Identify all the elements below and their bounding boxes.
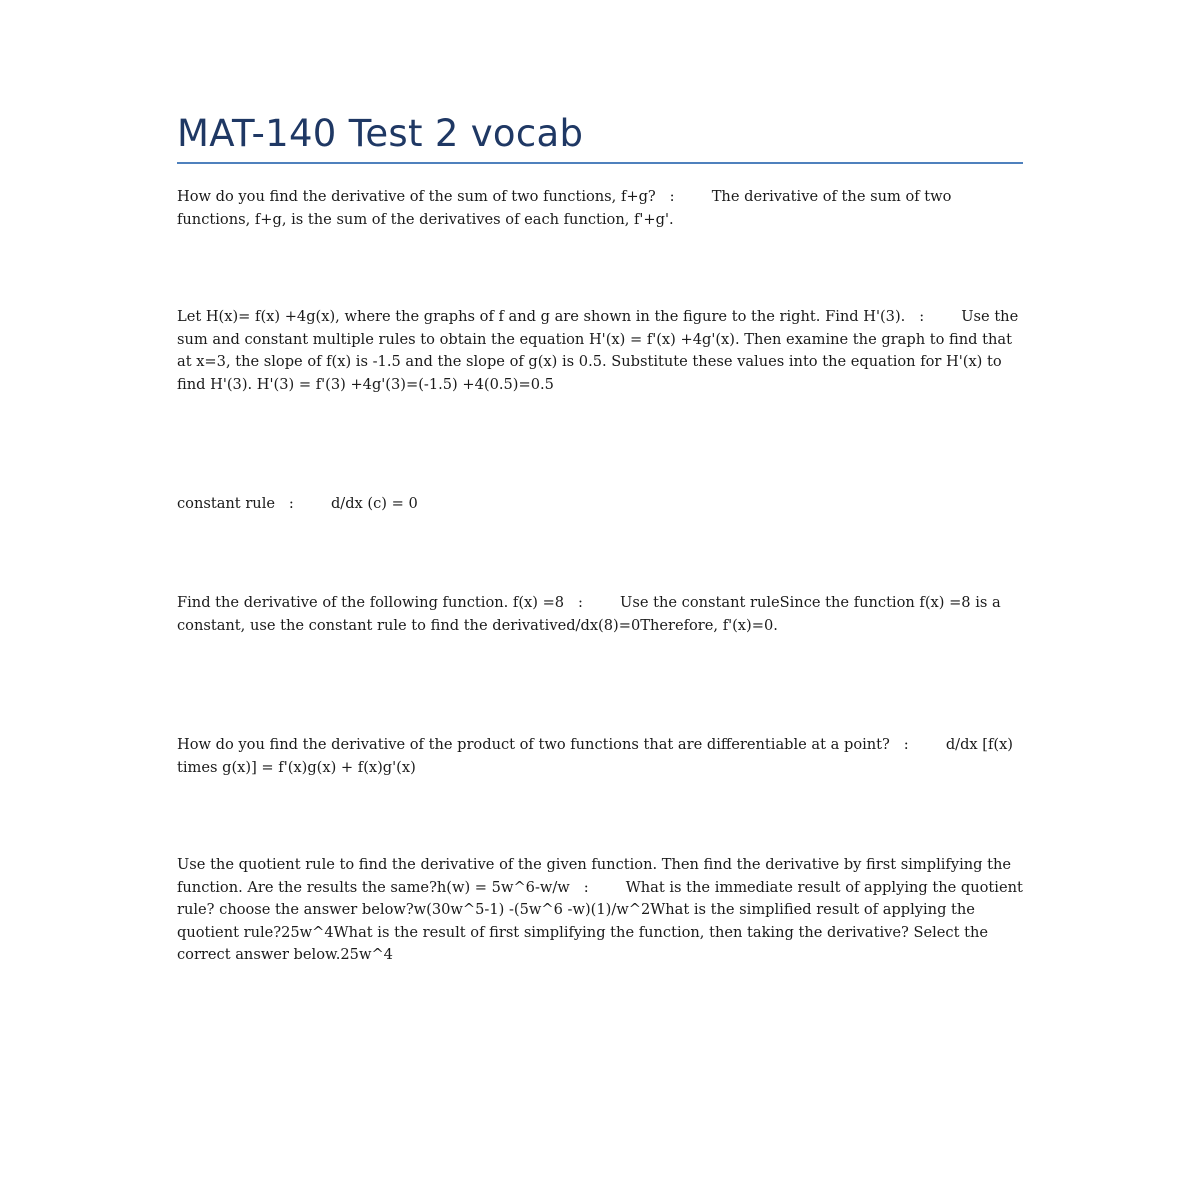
card-definition: d/dx (c) = 0 [330, 495, 418, 512]
term-definition-separator: : [905, 308, 962, 325]
card-term: Find the derivative of the following function. f(x) =8 [177, 594, 565, 611]
term-definition-separator: : [889, 736, 946, 753]
vocab-card [177, 493, 1023, 516]
title-underline [177, 162, 1023, 164]
vocab-card [177, 854, 1023, 967]
term-definition-separator: : [275, 495, 331, 512]
term-definition-separator: : [564, 594, 621, 611]
document-title: MAT-140 Test 2 vocab [177, 112, 584, 155]
vocab-card [177, 592, 1023, 637]
term-definition-separator: : [569, 878, 626, 896]
card-definition: Use the constant ruleSince the function f(x) =8 is a constant, use the constant rule to find the derivatived/dx(8)=0Therefore, f'(x)=0. [177, 594, 1001, 634]
card-definition: Use the sum and constant multiple rules to obtain the equation H'(x) = f'(x) +4g'(x). Then examine the graph to find that at x=3, the slope of f(x) is -1.5 and the slope of g(x) is 0.5. Substitute these values into the equation for H'(x) to find H'(3). H'(3) = f'(3) +4g'(3)=(-1.5) +4(0.5)=0.5 [177, 308, 1019, 393]
vocab-card [177, 186, 1023, 231]
card-term: Let H(x)= f(x) +4g(x), where the graphs of f and g are shown in the figure to the right. Find H'(3). [177, 308, 906, 325]
card-term: Use the quotient rule to find the derivative of the given function. Then find the derivative by first simplifying the function. Are the results the same?h(w) = 5w^6-w/w [177, 856, 1012, 896]
card-definition: The derivative of the sum of two functions, f+g, is the sum of the derivatives of each function, f'+g'. [177, 188, 952, 228]
card-term: constant rule [177, 495, 275, 512]
card-definition: What is the immediate result of applying the quotient rule? choose the answer below?w(30w^5-1) -(5w^6 -w)(1)/w^2What is the simplified result of applying the quotient rule?25w^4What is the result of first simplifying the function, then taking the derivative? Select the correct answer below.25w^4 [177, 878, 1023, 964]
card-term: How do you find the derivative of the sum of two functions, f+g? [177, 188, 656, 205]
vocab-card [177, 734, 1023, 779]
vocab-card [177, 306, 1023, 396]
card-term: How do you find the derivative of the product of two functions that are differentiable at a point? [177, 736, 890, 753]
card-definition: d/dx [f(x) times g(x)] = f'(x)g(x) + f(x)g'(x) [177, 736, 1013, 776]
term-definition-separator: : [655, 188, 712, 205]
